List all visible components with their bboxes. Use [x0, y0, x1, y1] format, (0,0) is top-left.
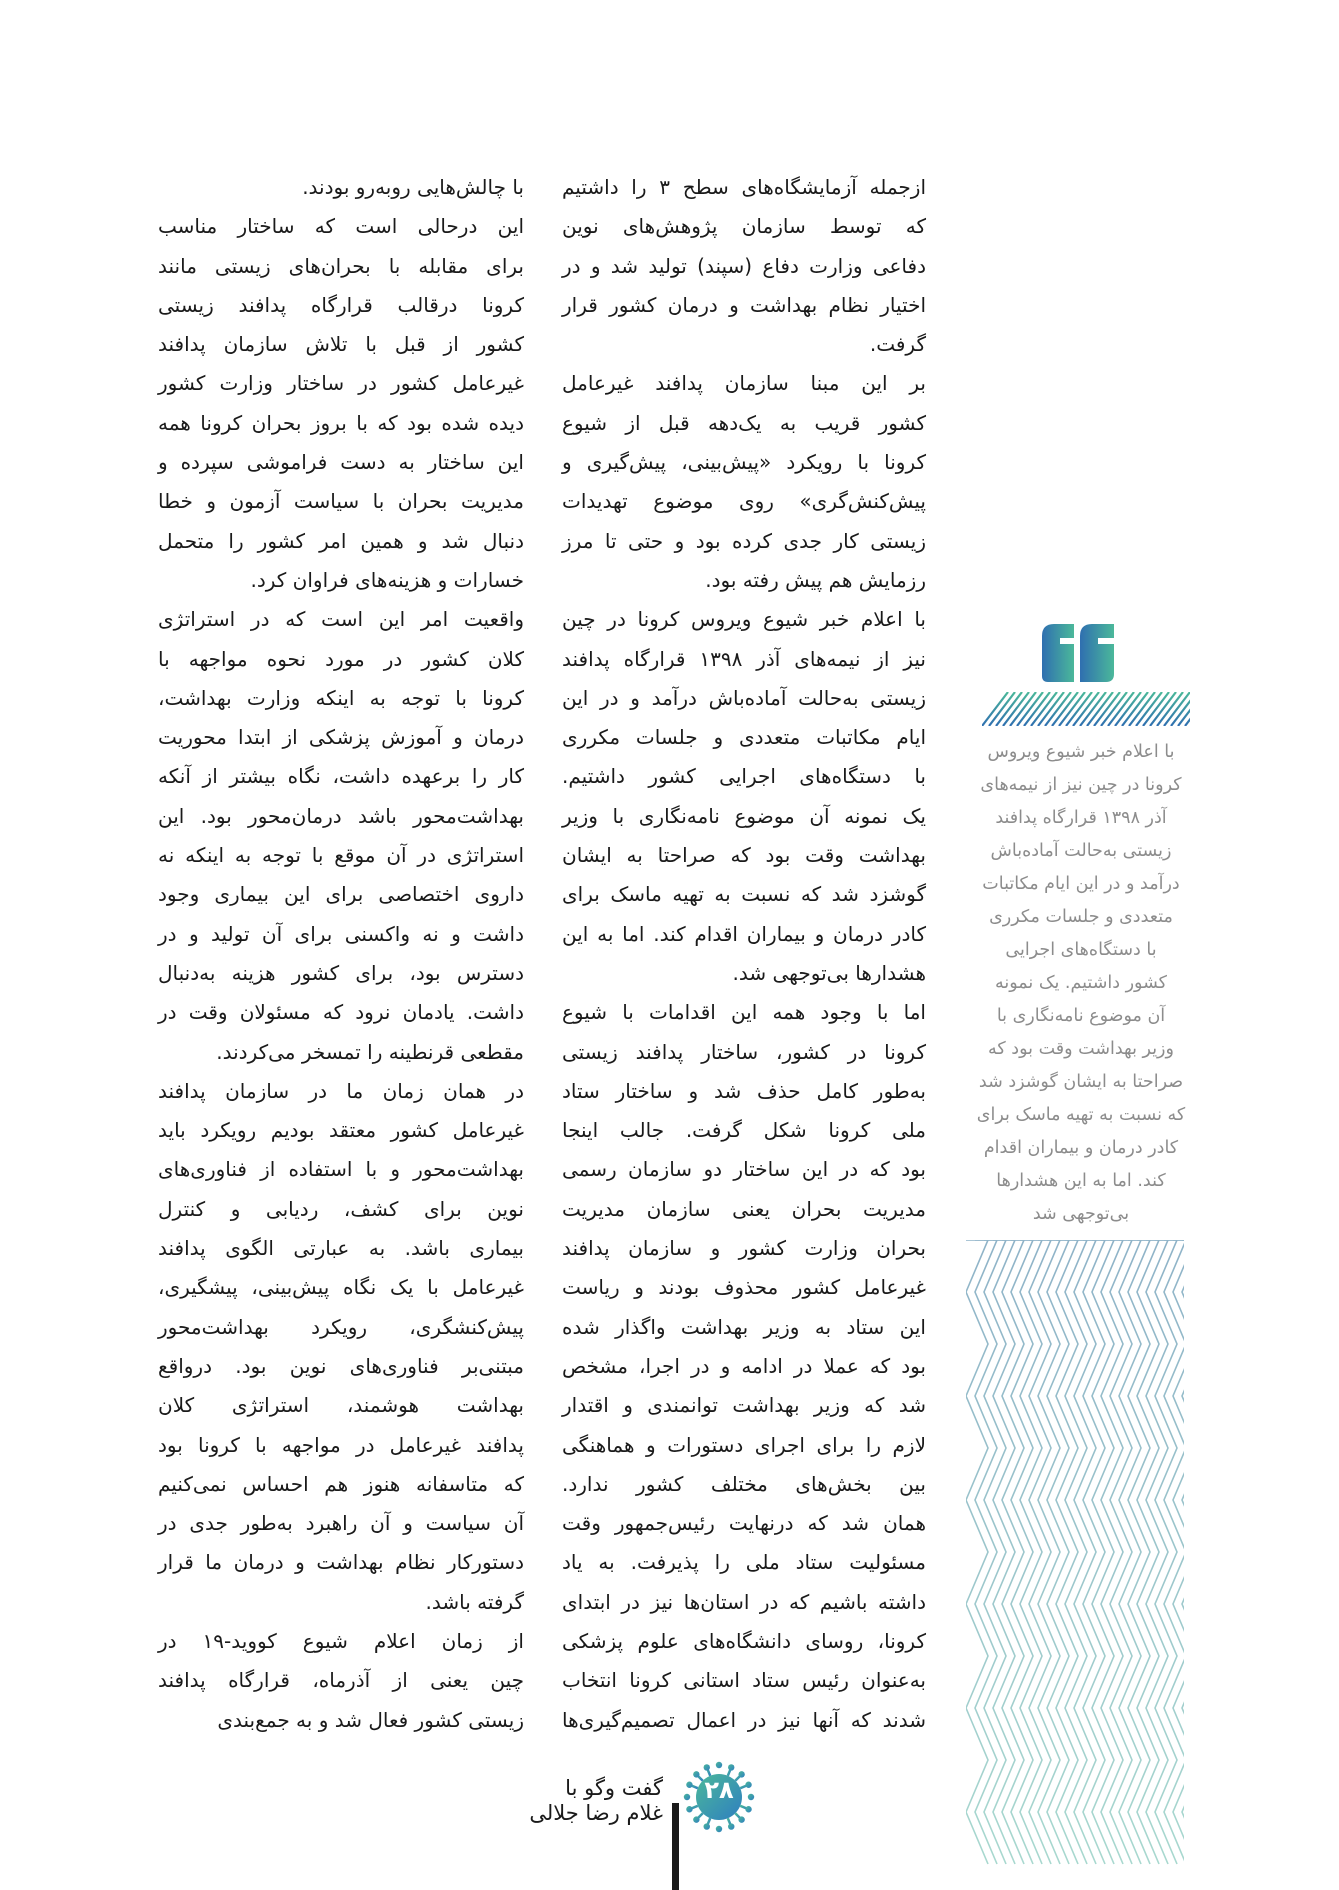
stripe [1010, 692, 1036, 726]
virus-spike-tip [728, 1823, 734, 1829]
virus-spike-tip [693, 1816, 699, 1822]
stripe [1150, 692, 1176, 726]
page-number: ۲۸ [704, 1776, 734, 1804]
text-line: زیستی به‌حالت آماده‌باش درآمد و در این [562, 685, 926, 710]
text-line: کرونا در کشور، ساختار پدافند زیستی [562, 1039, 926, 1064]
text-line: کشور از قبل با تلاش سازمان پدافند [158, 332, 524, 357]
text-line: دستورکار نظام بهداشت و درمان ما قرار [158, 1550, 524, 1575]
pull-quote-line: آذر ۱۳۹۸ قرارگاه پدافند [995, 808, 1167, 828]
text-line: داشت و نه واکسنی برای آن تولید و در [158, 921, 524, 946]
text-line: این درحالی است که ساختار مناسب [158, 214, 524, 239]
article-column-left [158, 168, 524, 1740]
text-line: کرونا با توجه به اینکه وزارت بهداشت، [158, 685, 524, 710]
stripe [1003, 692, 1029, 726]
pull-quote-line: وزیر بهداشت وقت بود که [988, 1039, 1174, 1059]
stripe [1094, 692, 1120, 726]
text-line: گوشزد شد که نسبت به تهیه ماسک برای [562, 882, 926, 907]
pull-quote [968, 736, 1194, 1231]
pull-quote-line: کند. اما به این هشدارها [996, 1171, 1166, 1191]
text-line: در همان زمان ما در سازمان پدافند [158, 1078, 524, 1103]
virus-spike-tip [704, 1823, 710, 1829]
text-line: غیرعامل کشور در ساختار وزارت کشور [158, 371, 524, 396]
text-line: این ستاد به وزیر بهداشت واگذار شده [562, 1314, 926, 1339]
text-line: بیماری باشد. به عبارتی الگوی پدافند [158, 1236, 524, 1261]
text-line: دفاعی وزارت دفاع (سپند) تولید شد و در [562, 253, 926, 278]
stripe [1157, 692, 1183, 726]
text-line: اما با وجود همه این اقدامات با شیوع [562, 1000, 926, 1025]
text-line: با اعلام خبر شیوع ویروس کرونا در چین [562, 607, 926, 632]
stripe [1108, 692, 1134, 726]
text-line: چین یعنی از آذرماه، قرارگاه پدافند [158, 1668, 524, 1693]
text-line: کار را برعهده داشت، نگاه بیشتر از آنکه [158, 764, 524, 789]
text-line: که متاسفانه هنوز هم احساس نمی‌کنیم [158, 1471, 524, 1496]
text-line: یک نمونه آن موضوع نامه‌نگاری با وزیر [562, 803, 926, 828]
text-line: بهداشت‌محور باشد درمان‌محور بود. این [158, 803, 524, 828]
text-line: آن سیاست و آن راهبرد به‌طور جدی در [158, 1511, 524, 1536]
stripe [1045, 692, 1071, 726]
stripe [1017, 692, 1043, 726]
text-line: برای مقابله با بحران‌های زیستی مانند [158, 253, 524, 278]
text-line: مدیریت بحران با سیاست آزمون و خطا [158, 489, 524, 514]
text-line: مدیریت بحران یعنی سازمان مدیریت [562, 1196, 926, 1221]
pull-quote-line: که نسبت به تهیه ماسک برای [976, 1105, 1186, 1125]
pull-quote-line: بی‌توجهی شد [1032, 1204, 1130, 1224]
article-column-right [562, 168, 926, 1740]
text-line: نوین برای کشف، ردیابی و کنترل [158, 1196, 524, 1221]
text-line: کرونا درقالب قرارگاه پدافند زیستی [158, 292, 524, 317]
text-line: شد که وزیر بهداشت توانمندی و اقتدار [562, 1393, 926, 1418]
section-title [529, 1776, 663, 1826]
text-line: غیرعامل کشور محذوف بودند و ریاست [562, 1275, 926, 1300]
stripe [1038, 692, 1064, 726]
pull-quote-line: کشور داشتیم. یک نمونه [994, 973, 1168, 993]
text-line: ایام مکاتبات متعددی و جلسات مکرری [562, 725, 926, 750]
stripe [1073, 692, 1099, 726]
text-line: این ساختار به دست فراموشی سپرده و [158, 450, 524, 475]
text-line: ازجمله آزمایشگاه‌های سطح ۳ را داشتیم [562, 175, 926, 199]
pull-quote-line: متعددی و جلسات مکرری [989, 907, 1173, 927]
stripe [1122, 692, 1148, 726]
text-line: داشت. یادمان نرود که مسئولان وقت در [158, 1000, 524, 1025]
virus-spike-tip [738, 1816, 744, 1822]
text-line: داشته باشیم که در استان‌ها نیز در ابتدای [562, 1589, 926, 1614]
stripe [1066, 692, 1092, 726]
text-line: ملی کرونا شکل گرفت. جالب اینجا [562, 1118, 926, 1143]
text-line: دیده شده بود که با بروز بحران کرونا همه [158, 410, 524, 435]
text-line: اختیار نظام بهداشت و درمان کشور قرار [562, 292, 926, 317]
text-line: بحران وزارت کشور و سازمان پدافند [562, 1236, 926, 1261]
stripe [1031, 692, 1057, 726]
text-line: کرونا با رویکرد «پیش‌بینی، پیش‌گیری و [562, 450, 926, 475]
text-line: مسئولیت ستاد ملی را پذیرفت. به یاد [562, 1550, 926, 1575]
pull-quote-line: صراحتا به ایشان گوشزد شد [978, 1072, 1184, 1092]
stripe [1080, 692, 1106, 726]
text-line: که توسط سازمان پژوهش‌های نوین [562, 214, 926, 239]
text-line: درمان و آموزش پزشکی از ابتدا محوریت [158, 725, 524, 750]
pull-quote-line: با اعلام خبر شیوع ویروس [987, 742, 1175, 762]
text-line: هشدارها بی‌توجهی شد. [732, 960, 926, 985]
text-line: بهداشت وقت بود که صراحتا به ایشان [562, 843, 926, 868]
text-line: زیستی کار جدی کرده بود و حتی تا مرز [562, 528, 926, 553]
pull-quote-line: کرونا در چین نیز از نیمه‌های [980, 775, 1182, 795]
virus-spike-tip [716, 1762, 722, 1768]
text-line: بود که عملا در ادامه و در اجرا، مشخص [562, 1353, 926, 1378]
stripe [1052, 692, 1078, 726]
stripe [1136, 692, 1162, 726]
text-line: بهداشت هوشمند، استراتژی کلان [158, 1393, 524, 1418]
text-line: بهداشت‌محور و با استفاده از فناوری‌های [158, 1157, 524, 1182]
text-line: به‌طور کامل حذف شد و ساختار ستاد [562, 1078, 926, 1103]
section-label: گفت وگو با [565, 1776, 663, 1800]
pull-quote-line: کادر درمان و بیماران اقدام [983, 1138, 1179, 1158]
text-line: همان شد که درنهایت رئیس‌جمهور وقت [562, 1511, 926, 1536]
text-line: لازم را برای اجرای دستورات و هماهنگی [562, 1432, 926, 1457]
text-line: رزمایش هم پیش رفته بود. [705, 567, 926, 592]
virus-spike-tip [686, 1806, 692, 1812]
text-line: واقعیت امر این است که در استراتژی [158, 607, 524, 632]
text-line: نیز از نیمه‌های آذر ۱۳۹۸ قرارگاه پدافند [562, 646, 926, 671]
virus-spike-tip [704, 1764, 710, 1770]
text-line: به‌عنوان رئیس ستاد استانی کرونا انتخاب [562, 1668, 926, 1693]
text-line: گرفته باشد. [425, 1589, 524, 1614]
stripe [1087, 692, 1113, 726]
pull-quote-line: زیستی به‌حالت آماده‌باش [990, 841, 1172, 861]
text-line: بود که در این ساختار دو سازمان رسمی [562, 1157, 926, 1182]
stripe [982, 692, 1008, 726]
text-line: کرونا، روسای دانشگاه‌های علوم پزشکی [562, 1628, 926, 1653]
stripe [1101, 692, 1127, 726]
text-line: بین بخش‌های مختلف کشور ندارد. [562, 1471, 926, 1496]
text-line: دسترس بود، برای کشور هزینه به‌دنبال [158, 960, 524, 985]
text-line: پدافند غیرعامل در مواجهه با کرونا بود [158, 1432, 524, 1457]
text-line: خسارات و هزینه‌های فراوان کرد. [250, 567, 524, 592]
text-line: کلان کشور در مورد نحوه مواجهه با [158, 646, 524, 671]
text-line: کادر درمان و بیماران اقدام کند. اما به این [562, 921, 926, 946]
zigzag-line [975, 1240, 997, 1864]
text-line: با دستگاه‌های اجرایی کشور داشتیم. [562, 764, 926, 789]
text-line: گرفت. [869, 332, 926, 357]
pull-quote-line: درآمد و در این ایام مکاتبات [982, 874, 1180, 894]
text-line: زیستی کشور فعال شد و به جمع‌بندی [217, 1707, 524, 1732]
text-line: مقطعی قرنطینه را تمسخر می‌کردند. [216, 1039, 524, 1064]
text-line: دنبال شد و همین امر کشور را متحمل [158, 528, 524, 553]
stripe [996, 692, 1022, 726]
stripe [1129, 692, 1155, 726]
stripe [1164, 692, 1190, 726]
virus-spike-tip [728, 1764, 734, 1770]
text-line: با چالش‌هایی روبه‌رو بودند. [302, 175, 524, 199]
text-line: از زمان اعلام شیوع کووید-۱۹ در [158, 1628, 524, 1653]
text-line: مبتنی‌بر فناوری‌های نوین بود. درواقع [158, 1353, 524, 1378]
stripe [1115, 692, 1141, 726]
diagonal-stripes-decoration [982, 692, 1190, 726]
virus-spike-tip [716, 1826, 722, 1832]
stripe [1059, 692, 1085, 726]
pull-quote-line: آن موضوع نامه‌نگاری با [996, 1006, 1166, 1026]
quote-mark-icon [1040, 622, 1116, 684]
zigzag-pattern-decoration [966, 1240, 1184, 1890]
text-line: داروی اختصاصی برای این بیماری وجود [158, 882, 524, 907]
stripe [1024, 692, 1050, 726]
stripe [1143, 692, 1169, 726]
text-line: استراتژی در آن موقع با توجه به اینکه نه [158, 843, 524, 868]
stripe [989, 692, 1015, 726]
text-line: کشور قریب به یک‌دهه قبل از شیوع [562, 410, 926, 435]
text-line: پیش‌کنش‌گری» روی موضوع تهدیدات [562, 489, 926, 514]
zigzag-line [966, 1240, 988, 1864]
footer-divider-bar [672, 1803, 679, 1890]
text-line: غیرعامل با یک نگاه پیش‌بینی، پیشگیری، [158, 1275, 524, 1300]
virus-spike-tip [745, 1806, 751, 1812]
interviewee-name: غلام رضا جلالی [529, 1801, 663, 1825]
text-line: بر این مبنا سازمان پدافند غیرعامل [562, 371, 926, 396]
text-line: غیرعامل کشور معتقد بودیم رویکرد باید [158, 1118, 524, 1143]
zigzag-line [1164, 1240, 1184, 1864]
pull-quote-line: با دستگاه‌های اجرایی [1005, 940, 1157, 960]
text-line: شدند که آنها نیز در اعمال تصمیم‌گیری‌ها [562, 1707, 926, 1732]
text-line: پیش‌کنشگری، رویکرد بهداشت‌محور [158, 1314, 524, 1339]
